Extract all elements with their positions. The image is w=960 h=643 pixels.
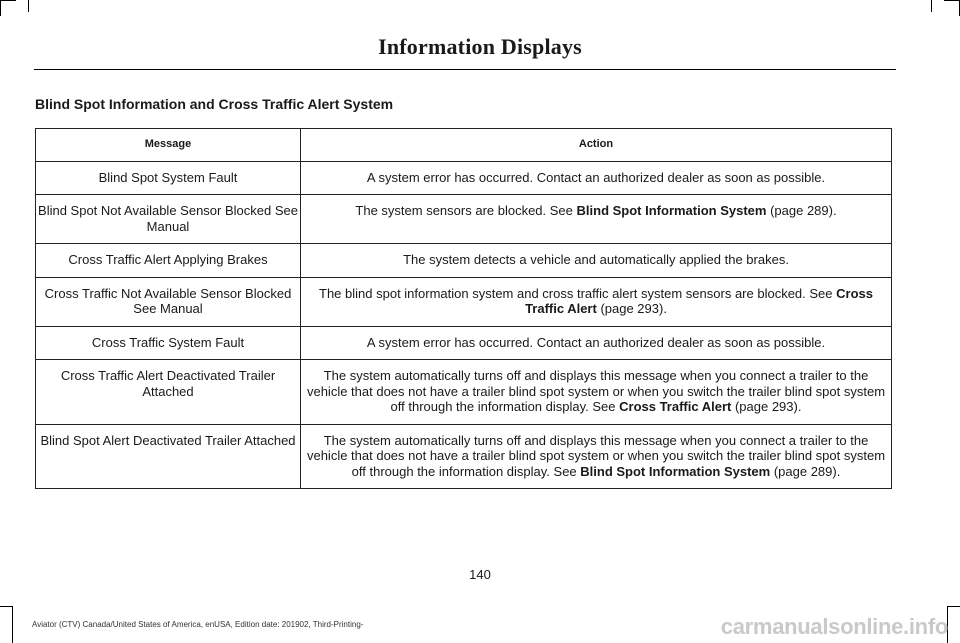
action-cell (301, 244, 891, 277)
table-row (36, 161, 891, 195)
page-title: Information Displays (378, 34, 582, 59)
action-text: (page 289). (770, 463, 841, 479)
cross-reference-link: Blind Spot Information System (580, 463, 771, 479)
message-cell: Cross Traffic Alert Applying Brakes (36, 244, 301, 277)
table-row (36, 359, 891, 424)
action-text: A system error has occurred. Contact an authorized dealer as soon as possible. (366, 169, 826, 185)
message-cell: Cross Traffic Alert Deactivated Trailer Attached (36, 360, 301, 424)
message-cell: Blind Spot Alert Deactivated Trailer Attached (36, 425, 301, 489)
action-cell (301, 360, 891, 424)
action-text: The system sensors are blocked. See (355, 203, 577, 218)
table-row (36, 277, 891, 326)
message-cell: Cross Traffic Not Available Sensor Blocked See Manual (36, 278, 301, 326)
action-cell (301, 162, 891, 195)
header-divider (34, 69, 896, 70)
crop-mark (0, 606, 12, 607)
action-cell (301, 195, 891, 243)
action-text: (page 293). (596, 301, 667, 316)
crop-mark (12, 606, 13, 643)
message-cell: Blind Spot System Fault (36, 162, 301, 195)
action-text: The system automatically turns off and displays this message when you connect a trailer to the vehicle that does not have a trailer blind spot system or when you switch the trailer blind spot system off through the information display. See (306, 368, 886, 414)
action-cell (301, 278, 891, 326)
action-cell (301, 327, 891, 360)
cross-reference-link: Blind Spot Information System (576, 203, 767, 218)
table-row (36, 194, 891, 243)
cross-reference-link: Cross Traffic Alert (619, 399, 732, 414)
action-text: The system detects a vehicle and automatically applied the brakes. (403, 252, 789, 267)
table-row (36, 326, 891, 360)
message-cell: Cross Traffic System Fault (36, 327, 301, 360)
column-header-action: Action (578, 138, 614, 150)
action-text: The system automatically turns off and displays this message when you connect a trailer to the vehicle that does not have a trailer blind spot system or when you switch the trailer blind spot system off through the information display. See (306, 432, 886, 479)
crop-mark (0, 0, 1, 16)
action-cell (301, 425, 891, 489)
crop-mark (948, 606, 960, 607)
action-text: The blind spot information system and cross traffic alert system sensors are blocked. See (319, 285, 837, 301)
watermark: carmanualsonline.info (720, 614, 948, 639)
crop-mark (0, 0, 16, 1)
table-header-row (36, 129, 891, 161)
action-text: (page 289). (766, 203, 837, 218)
page-number: 140 (469, 567, 491, 582)
crop-mark (931, 0, 932, 12)
section-title: Blind Spot Information and Cross Traffic Alert System (35, 96, 394, 112)
action-text: (page 293). (731, 399, 802, 414)
action-text: A system error has occurred. Contact an authorized dealer as soon as possible. (366, 334, 826, 350)
cross-reference-link: Cross Traffic Alert (525, 285, 873, 316)
table-row (36, 424, 891, 489)
column-header-message: Message (36, 129, 301, 161)
crop-mark (28, 0, 29, 12)
crop-mark (944, 0, 960, 1)
message-cell: Blind Spot Not Available Sensor Blocked See Manual (36, 195, 301, 243)
message-table (35, 128, 892, 489)
table-row (36, 243, 891, 277)
footer-edition-text: Aviator (CTV) Canada/United States of America, enUSA, Edition date: 201902, Third-Printing- (32, 620, 364, 629)
